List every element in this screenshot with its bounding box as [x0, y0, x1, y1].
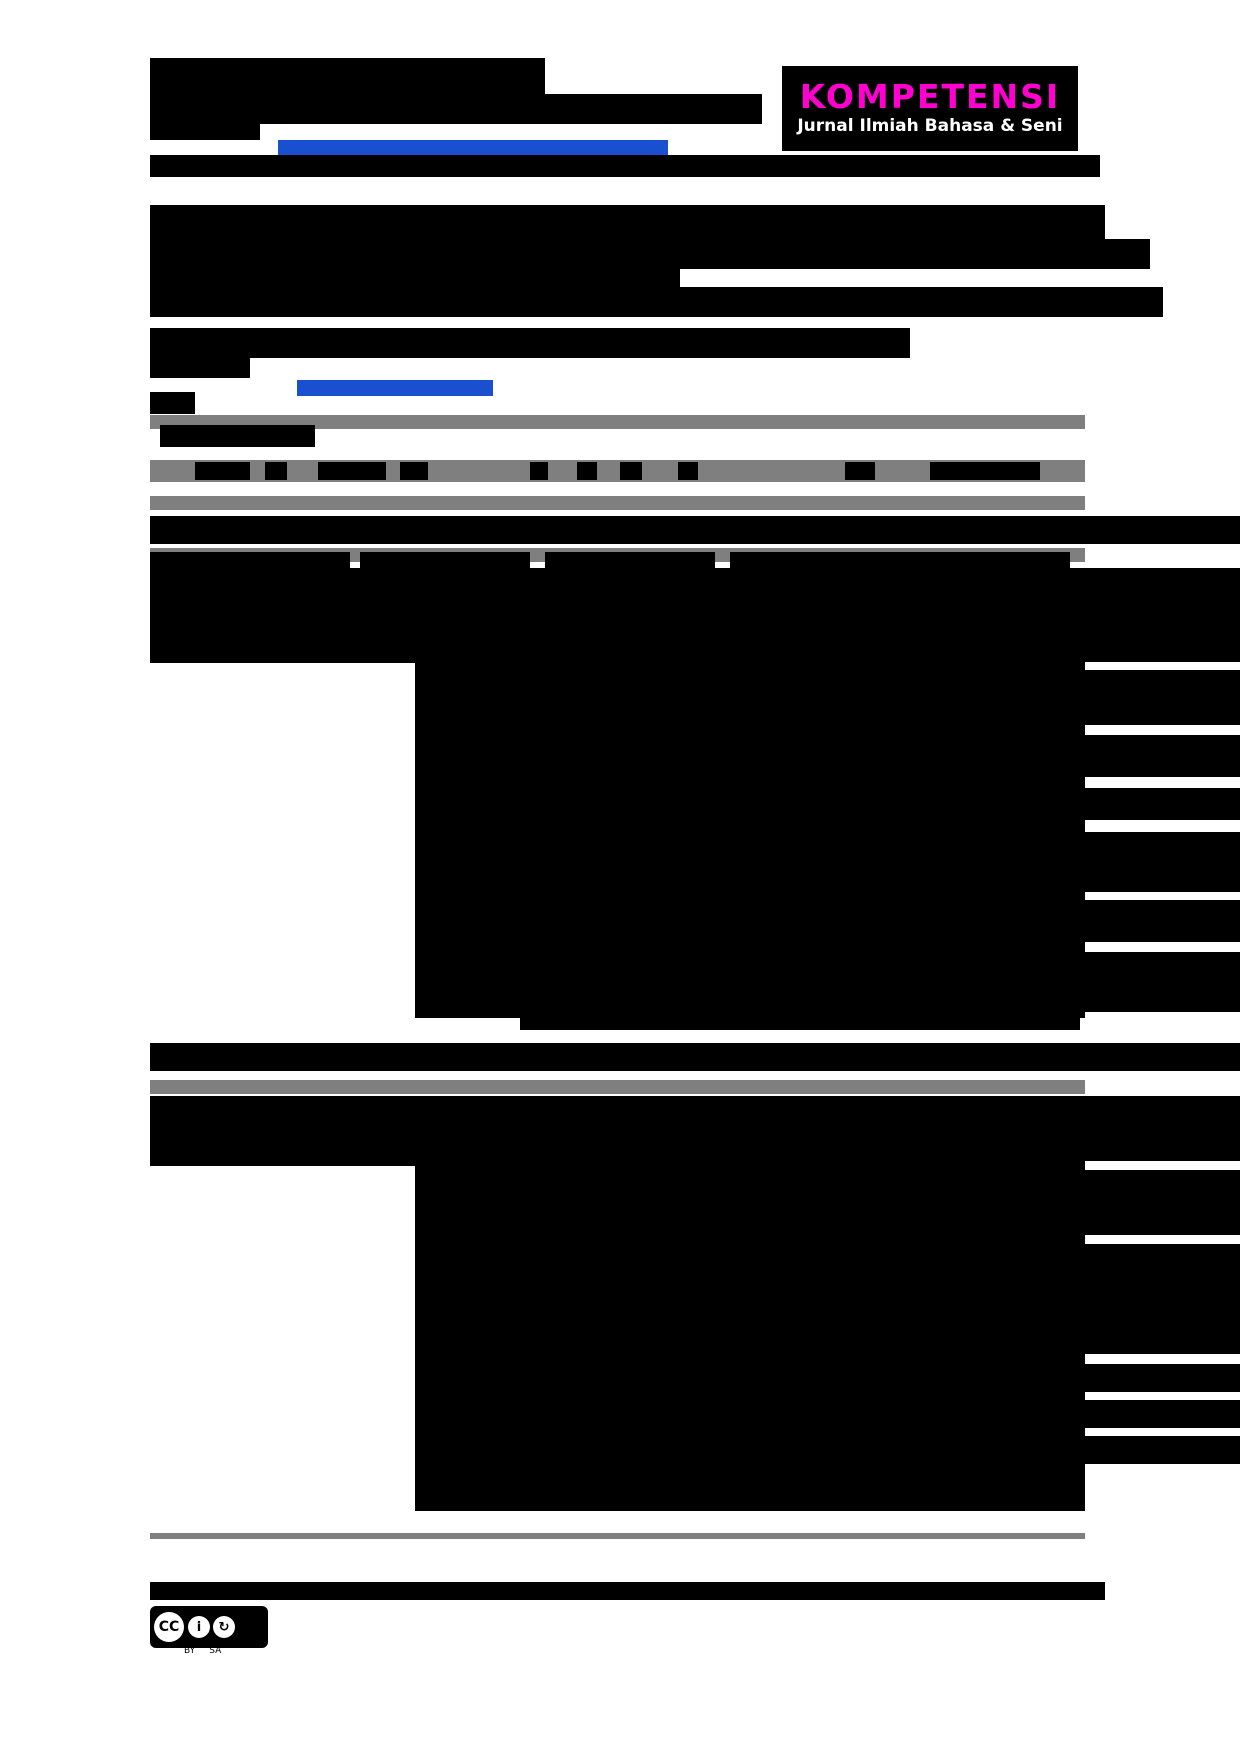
abstract-en-indent — [150, 1096, 415, 1166]
abstract-en-right-3 — [1085, 1244, 1240, 1354]
abstract-body-block-right-1 — [1085, 568, 1240, 662]
abstract-keywords-text — [0, 0, 1, 1]
abstract-left-col-4 — [415, 920, 485, 940]
abstract-en-right-2 — [1085, 1170, 1240, 1235]
abstract-body-block-main — [415, 568, 1085, 1018]
cc-label-by: BY — [184, 1646, 196, 1656]
masthead-journal-url — [0, 0, 1, 1]
abstract-body-line-2 — [265, 462, 287, 480]
article-title-line-2 — [150, 239, 1150, 269]
cc-sa-icon: ↻ — [213, 1616, 235, 1638]
keywords-rule — [150, 1080, 1085, 1094]
abstract-left-col-2 — [415, 700, 485, 720]
affiliation-line-2 — [150, 392, 195, 414]
author-email-link[interactable] — [297, 380, 493, 396]
footer-note-bar — [150, 1582, 1105, 1600]
journal-logo-subtitle: Jurnal Ilmiah Bahasa & Seni — [791, 116, 1068, 137]
abstract-body-line-5 — [530, 462, 548, 480]
abstract-body-block-right-5 — [1085, 832, 1240, 892]
abstract-heading-text — [0, 0, 1, 1]
masthead-journal-name — [0, 0, 1, 1]
abstract-body-block-right-2 — [1085, 670, 1240, 725]
abstract-body-line-7 — [620, 462, 642, 480]
cc-label-sa: SA — [209, 1646, 222, 1656]
abstract-en-right-4 — [1085, 1364, 1240, 1392]
journal-logo-title: KOMPETENSI — [799, 77, 1061, 117]
abstract-en-right-6 — [1085, 1436, 1240, 1464]
journal-url-link[interactable] — [278, 140, 668, 155]
abstract-body-line-4 — [400, 462, 428, 480]
abstract-body-text — [0, 0, 1, 1]
abstract-body-block-right-4 — [1085, 788, 1240, 820]
abstract-en-heading-text — [0, 0, 1, 1]
article-title-line-4 — [150, 287, 1163, 317]
abstract-en-col-2 — [415, 1205, 425, 1225]
keywords-row — [150, 1043, 1240, 1071]
abstract-en-keywords-text — [0, 0, 1, 1]
abstract-en-body-tail — [470, 1480, 1085, 1510]
masthead-title-bar — [150, 58, 545, 94]
author-line — [150, 328, 910, 358]
affiliation-line — [150, 356, 250, 378]
abstract-body-block-right-7 — [1085, 952, 1240, 1012]
abstract-body-line-1 — [195, 462, 250, 480]
abstract-body-block-tail — [520, 1000, 1080, 1030]
section-divider-bottom — [150, 1533, 1085, 1539]
abstract-body-block-indent — [150, 568, 415, 663]
abstract-en-right-1 — [1085, 1096, 1240, 1161]
article-authors-text — [0, 0, 1, 1]
abstract-en-body-block — [415, 1096, 1085, 1511]
abstract-body-rule-3 — [150, 516, 1240, 544]
abstract-heading — [160, 425, 315, 447]
abstract-body-line-10 — [930, 462, 1040, 480]
article-affiliation-text — [0, 0, 1, 1]
article-email-text — [0, 0, 1, 1]
abstract-en-body-text — [0, 0, 1, 1]
journal-logo — [782, 66, 1078, 151]
abstract-body-rule-2 — [150, 496, 1085, 510]
masthead-line-4 — [150, 155, 1100, 177]
page-number — [0, 0, 1, 1]
abstract-body-block-right-6 — [1085, 900, 1240, 942]
abstract-left-col-1 — [415, 660, 485, 680]
abstract-body-line-9 — [845, 462, 875, 480]
cc-logo-icon: CC — [154, 1612, 184, 1642]
abstract-left-col-3 — [415, 740, 485, 760]
abstract-en-col-4 — [415, 1300, 425, 1320]
abstract-en-right-5 — [1085, 1400, 1240, 1428]
abstract-body-line-3 — [318, 462, 386, 480]
abstract-body-block-right-3 — [1085, 735, 1240, 777]
abstract-body-line-6 — [577, 462, 597, 480]
abstract-en-keywords-label — [0, 0, 1, 1]
footer-note-text — [0, 0, 1, 1]
cc-by-icon: i — [188, 1616, 210, 1638]
abstract-keywords-label — [0, 0, 1, 1]
article-title-text — [0, 0, 1, 1]
creative-commons-badge[interactable] — [150, 1606, 268, 1648]
article-title-line-1 — [150, 205, 1105, 239]
abstract-body-line-8 — [678, 462, 698, 480]
cc-license-labels — [150, 1646, 268, 1660]
abstract-en-col-1 — [415, 1160, 425, 1180]
abstract-en-col-3 — [415, 1250, 425, 1270]
masthead-line-3 — [150, 118, 260, 140]
